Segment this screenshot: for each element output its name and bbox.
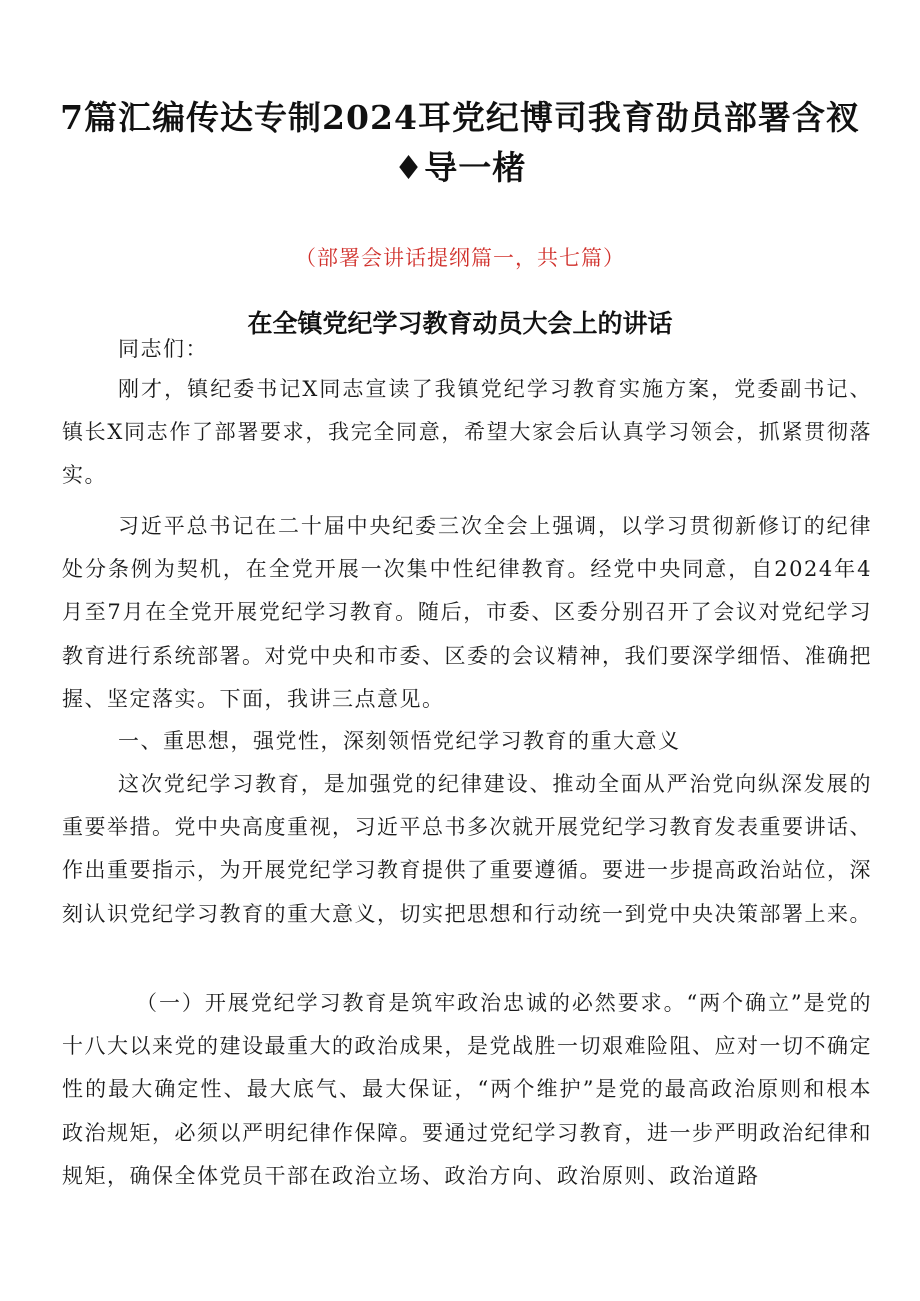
salutation: 同志们： <box>118 337 208 361</box>
paragraph-3: 这次党纪学习教育，是加强党的纪律建设、推动全面从严治党向纵深发展的重要举措。党中央高度重视，习近平总书多次就开展党纪学习教育发表重要讲话、作出重要指示，为开展党纪学习教育提供了重要遵循。要进一步提高政治站位，深刻认识党纪学习教育的重大意义，切实把思想和行动统一到党中央决策部署上来。 <box>62 772 872 926</box>
document-title-line2: ♦导一楮 <box>393 148 527 187</box>
section-subtitle: （部署会讲话提纲篇一，共七篇） <box>295 246 625 270</box>
document-title-line1: 7篇汇编传达专制2024耳党纪博司我育劭员部署含衩 <box>60 98 860 137</box>
paragraph-2: 习近平总书记在二十届中央纪委三次全会上强调，以学习贯彻新修订的纪律处分条例为契机，在全党开展一次集中性纪律教育。经党中央同意，自2024年4月至7月在全党开展党纪学习教育。随后，市委、区委分别召开了会议对党纪学习教育进行系统部署。对党中央和市委、区委的会议精神，我们要深学细悟、准确把握、坚定落实。下面，我讲三点意见。 <box>62 514 872 711</box>
speech-title: 在全镇党纪学习教育动员大会上的讲话 <box>247 308 673 338</box>
paragraph-4: （一）开展党纪学习教育是筑牢政治忠诚的必然要求。“两个确立”是党的十八大以来党的建设最重大的政治成果，是党战胜一切艰难险阻、应对一切不确定性的最大确定性、最大底气、最大保证，“两个维护”是党的最高政治原则和根本政治规矩，必须以严明纪律作保障。要通过党纪学习教育，进一步严明政治纪律和规矩，确保全体党员干部在政治立场、政治方向、政治原则、政治道路 <box>62 991 872 1188</box>
section-heading-1: 一、重思想，强党性，深刻领悟党纪学习教育的重大意义 <box>118 729 681 753</box>
paragraph-1: 刚才，镇纪委书记X同志宣读了我镇党纪学习教育实施方案，党委副书记、镇长X同志作了部署要求，我完全同意，希望大家会后认真学习领会，抓紧贯彻落实。 <box>62 377 872 488</box>
